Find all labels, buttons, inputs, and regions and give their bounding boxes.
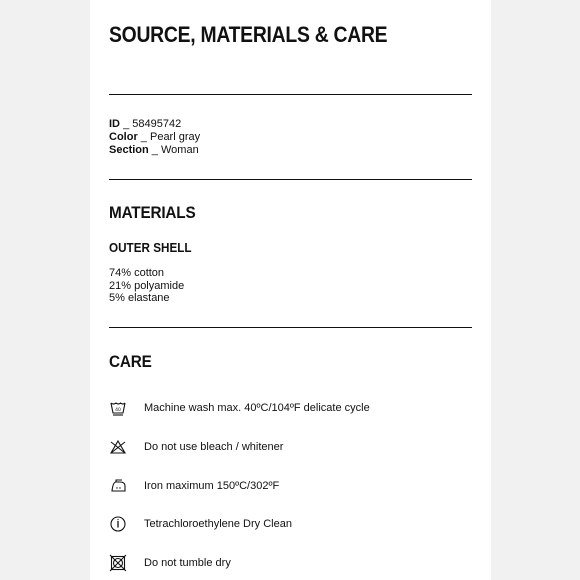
wash-40-delicate-icon [109, 399, 127, 417]
care-item-label: Iron maximum 150ºC/302ºF [144, 480, 280, 492]
divider [109, 327, 472, 328]
care-item [109, 553, 472, 573]
product-meta [109, 118, 200, 157]
composition-item: 74% cotton [109, 267, 165, 279]
care-heading: CARE [109, 352, 152, 371]
care-item [109, 476, 472, 496]
divider [109, 94, 472, 95]
care-item-label: Do not use bleach / whitener [144, 441, 284, 453]
meta-section [109, 144, 200, 157]
svg-text:40: 40 [115, 408, 121, 413]
care-label-panel [90, 0, 491, 580]
divider [109, 179, 472, 180]
meta-color-value: Pearl gray [149, 131, 201, 143]
iron-150-icon [109, 477, 127, 495]
composition-item: 21% polyamide [109, 279, 185, 292]
care-item [109, 437, 472, 457]
meta-id-label: ID [109, 118, 120, 130]
care-item-label: Tetrachloroethylene Dry Clean [144, 518, 292, 530]
composition-list [109, 267, 184, 305]
meta-color [109, 131, 200, 144]
meta-separator: _ [123, 118, 130, 130]
care-item-label: Do not tumble dry [144, 557, 231, 569]
composition-item: 5% elastane [109, 292, 170, 304]
meta-separator: _ [151, 144, 158, 156]
meta-separator: _ [140, 131, 147, 143]
meta-id [109, 118, 200, 131]
meta-section-label: Section [109, 144, 149, 156]
care-item [109, 514, 472, 534]
page-title: SOURCE, MATERIALS & CARE [109, 22, 388, 47]
meta-color-label: Color [109, 131, 138, 143]
no-bleach-icon [109, 438, 127, 456]
dry-clean-p-icon [109, 515, 127, 533]
meta-section-value: Woman [160, 144, 199, 156]
meta-id-value: 58495742 [132, 118, 182, 130]
outer-shell-heading: OUTER SHELL [109, 240, 192, 255]
materials-heading: MATERIALS [109, 203, 196, 222]
care-item-label: Machine wash max. 40ºC/104ºF delicate cycle [144, 402, 370, 414]
care-item [109, 398, 472, 418]
no-tumble-dry-icon [109, 554, 127, 572]
